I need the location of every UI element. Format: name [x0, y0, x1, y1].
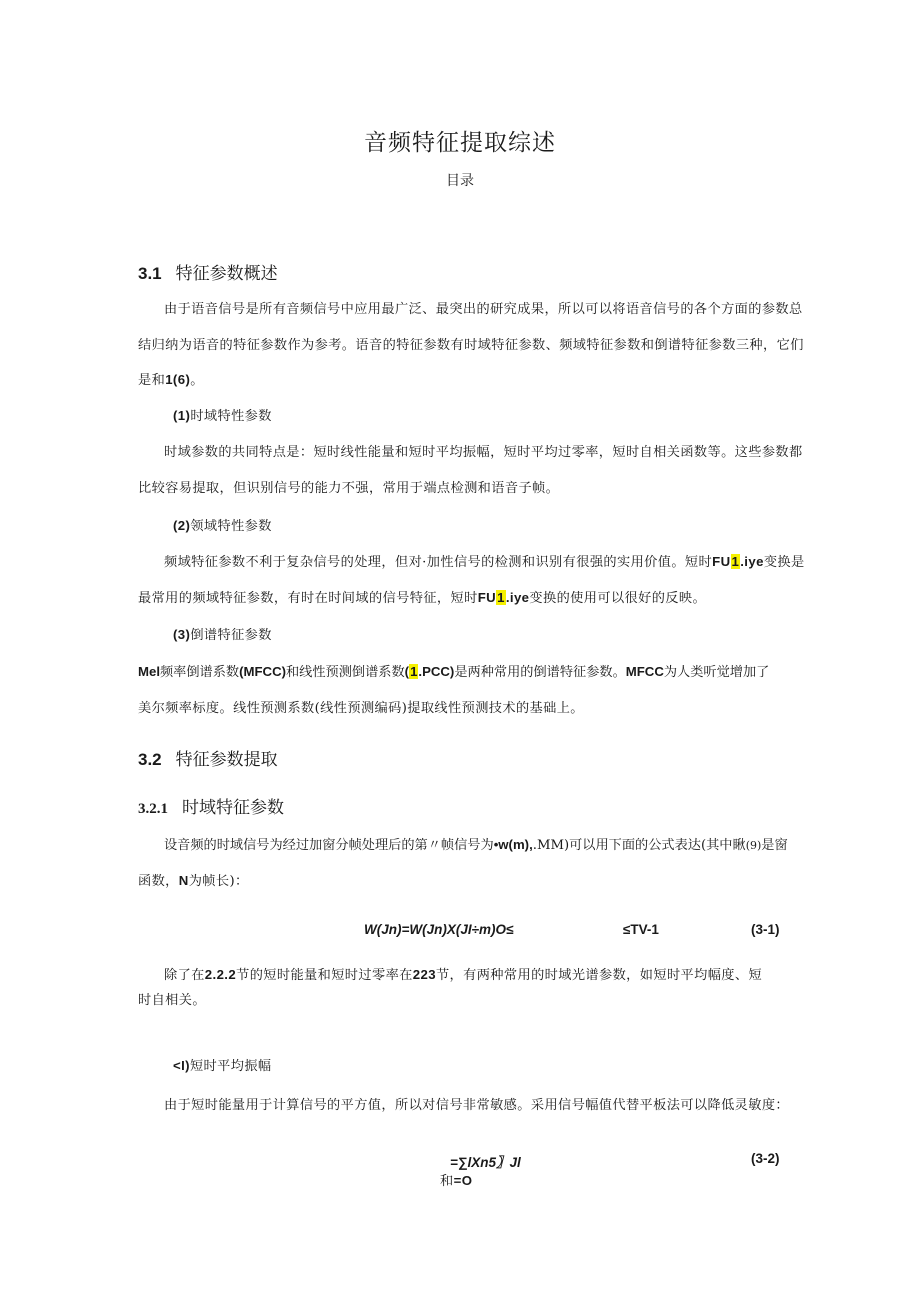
section-number: 3.1: [138, 264, 162, 283]
subsection-label: (2)领域特性参数: [173, 518, 272, 534]
paragraph-line: 由于语音信号是所有音频信号中应用最广泛、最突出的研究成果，所以可以将语音信号的各个方面的参数总: [164, 302, 803, 317]
paragraph-line: 除了在2.2.2节的短时能量和短时过零率在223节，有两种常用的时域光谱参数，如短时平均幅度、短: [164, 967, 763, 983]
equation-3-2: =∑lXn5〗Jl: [450, 1155, 521, 1170]
subsection-label: (3)倒谱特征参数: [173, 627, 272, 643]
document-title: 音频特征提取综述: [364, 130, 556, 156]
section-heading-3-2-1: [138, 793, 284, 818]
equation-3-1: W(Jn)=W(Jn)X(JI÷m)O≤: [364, 922, 514, 937]
section-title: 特征参数概述: [175, 264, 278, 284]
paragraph-line: 比较容易提取，但识别信号的能力不强，常用于端点检测和语音子帧。: [138, 481, 560, 496]
highlight-mark: 1: [731, 554, 740, 569]
paragraph-line: 设音频的时域信号为经过加窗分帧处理后的第〃帧信号为•w(m),.MM)可以用下面的公式表达(其中瞅(9)是窗: [164, 837, 788, 853]
paragraph-line: 是和1(6)。: [138, 372, 204, 388]
toc-label: 目录: [446, 173, 474, 189]
section-title: 特征参数提取: [175, 750, 278, 770]
section-number: 3.2.1: [138, 801, 168, 817]
section-heading-3-1: [138, 259, 278, 284]
paragraph-line: 最常用的频域特征参数，有时在时间域的信号特征，短时FU1.iye变换的使用可以很好的反映。: [138, 590, 707, 606]
paragraph-line: 美尔频率标度。线性预测系数(线性预测编码)提取线性预测技术的基础上。: [138, 701, 584, 716]
section-title: 时域特征参数: [182, 798, 284, 818]
section-number: 3.2: [138, 750, 162, 769]
paragraph-line: 函数，N为帧长)：: [138, 873, 249, 889]
equation-3-2-subscript: 和=O: [440, 1173, 473, 1189]
paragraph-line: Mel频率倒谱系数(MFCC)和线性预测倒谱系数(1.PCC)是两种常用的倒谱特征参数。MFCC为人类听觉增加了: [138, 664, 770, 680]
paragraph-line: 由于短时能量用于计算信号的平方值，所以对信号非常敏感。采用信号幅值代替平板法可以降低灵敏度：: [164, 1098, 790, 1113]
paragraph-line: 频域特征参数不利于复杂信号的处理，但对·加性信号的检测和识别有很强的实用价值。短时FU1.iye变换是: [164, 554, 805, 570]
subsection-label: <I)短时平均振幅: [173, 1058, 272, 1074]
paragraph-line: 结归纳为语音的特征参数作为参考。语音的特征参数有时域特征参数、频域特征参数和倒谱特征参数三种，它们: [138, 338, 804, 353]
paragraph-line: 时自相关。: [138, 993, 206, 1008]
highlight-mark: 1: [497, 590, 505, 605]
citation-ref: 1(6): [165, 372, 191, 387]
equation-number: (3-2): [751, 1151, 780, 1166]
highlight-mark: 1: [410, 664, 418, 679]
paragraph-line: 时域参数的共同特点是：短时线性能量和短时平均振幅，短时平均过零率，短时自相关函数等。这些参数都: [164, 445, 803, 460]
subsection-label: (1)时域特性参数: [173, 408, 272, 424]
equation-number: (3-1): [751, 922, 780, 937]
equation-3-1-range: ≤TV-1: [623, 922, 659, 937]
section-heading-3-2: [138, 745, 278, 770]
